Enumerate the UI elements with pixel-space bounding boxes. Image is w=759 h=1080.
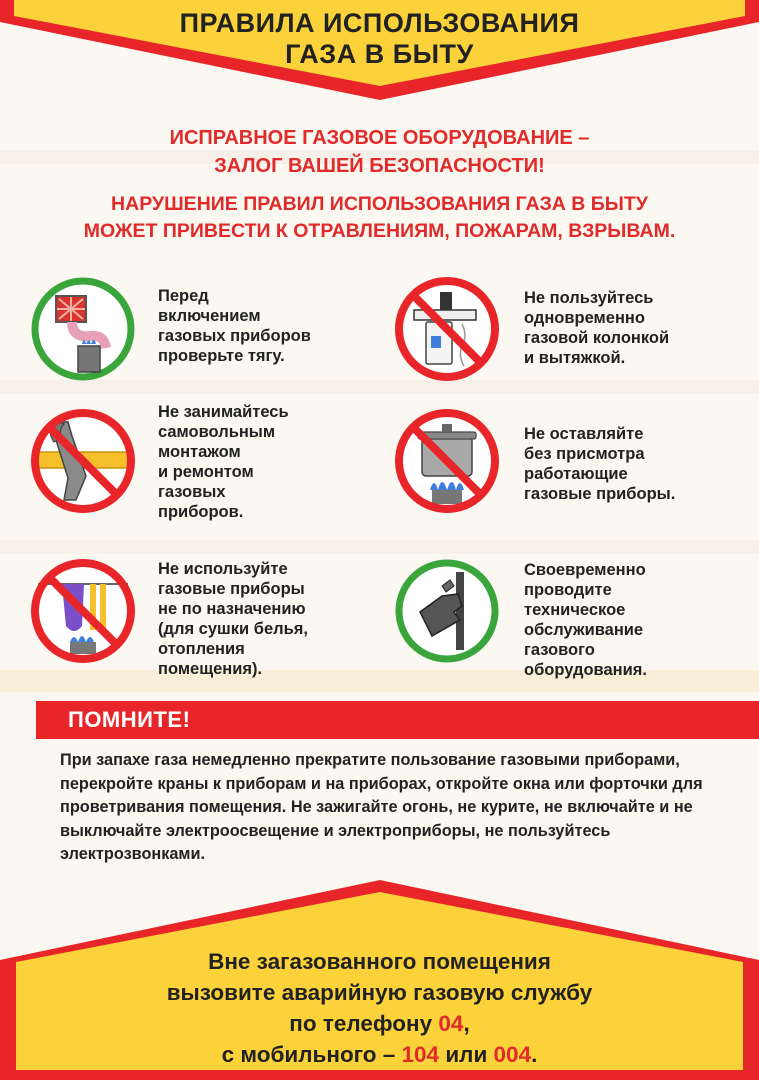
violation-warning [0, 191, 759, 245]
rule-no-unattended [392, 406, 752, 536]
phone-number-mobile-2: 004 [493, 1042, 532, 1067]
rule-text: Не занимайтесь самовольным монтажом и ремонтом газовых приборов. [158, 403, 289, 521]
wrench-pipe-icon [28, 406, 138, 516]
rule-text: Своевременно проводите техническое обслуживание газового оборудования. [524, 561, 647, 679]
gas-heater-hood-icon [392, 274, 502, 384]
emergency-call-text [0, 946, 759, 1070]
draft-check-icon [28, 274, 138, 384]
rule-no-misuse [28, 556, 368, 686]
mobile-connector: или [439, 1042, 494, 1067]
phone-suffix: , [463, 1011, 470, 1036]
violation-warning-line1: НАРУШЕНИЕ ПРАВИЛ ИСПОЛЬЗОВАНИЯ ГАЗА В БЫТУ [111, 193, 648, 215]
rule-no-heater-with-hood [392, 274, 752, 394]
rule-text: Не используйте газовые приборы не по назначению (для сушки белья, отопления помещения). [158, 560, 308, 678]
rule-no-self-repair [28, 403, 368, 536]
pot-on-burner-icon [392, 406, 502, 516]
safety-slogan-line1: ИСПРАВНОЕ ГАЗОВОЕ ОБОРУДОВАНИЕ – [169, 127, 590, 149]
remember-text: При запахе газа немедленно прекратите пользование газовыми приборами, перекройте краны к приборам и на приборах, откройте окна или форточки для проветривания помещения. Не зажигайте огонь, не курите, не включайте и не выключайте электроосвещение и электроприборы, не пользуйтесь электрозвонками. [60, 751, 703, 863]
page-title [0, 8, 759, 70]
phone-prefix: по телефону [289, 1011, 439, 1036]
drying-laundry-icon [28, 556, 138, 666]
violation-warning-line2: МОЖЕТ ПРИВЕСТИ К ОТРАВЛЕНИЯМ, ПОЖАРАМ, ВЗРЫВАМ. [83, 220, 676, 242]
rule-regular-maintenance [392, 556, 752, 686]
remember-title: ПОМНИТЕ! [68, 707, 191, 732]
mobile-prefix: с мобильного – [221, 1042, 402, 1067]
rule-text: Перед включением газовых приборов проверьте тягу. [158, 287, 311, 365]
emergency-line3 [0, 1008, 759, 1039]
background-texture [0, 540, 759, 554]
emergency-line2: вызовите аварийную газовую службу [166, 980, 593, 1005]
page-title-line1: ПРАВИЛА ИСПОЛЬЗОВАНИЯ [179, 8, 580, 38]
rule-text: Не пользуйтесь одновременно газовой колонкой и вытяжкой. [524, 289, 670, 367]
emergency-line1: Вне загазованного помещения [208, 949, 551, 974]
emergency-line4 [0, 1039, 759, 1070]
phone-number-mobile-1: 104 [401, 1042, 440, 1067]
safety-slogan-line2: ЗАЛОГ ВАШЕЙ БЕЗОПАСНОСТИ! [214, 155, 545, 177]
mobile-suffix: . [531, 1042, 538, 1067]
phone-number-main: 04 [438, 1011, 464, 1036]
safety-slogan [0, 124, 759, 180]
rule-text: Не оставляйте без присмотра работающие газовые приборы. [524, 425, 676, 503]
page-title-line2: ГАЗА В БЫТУ [285, 39, 474, 69]
maintenance-hand-icon [392, 556, 502, 666]
rule-check-draft [28, 274, 368, 394]
